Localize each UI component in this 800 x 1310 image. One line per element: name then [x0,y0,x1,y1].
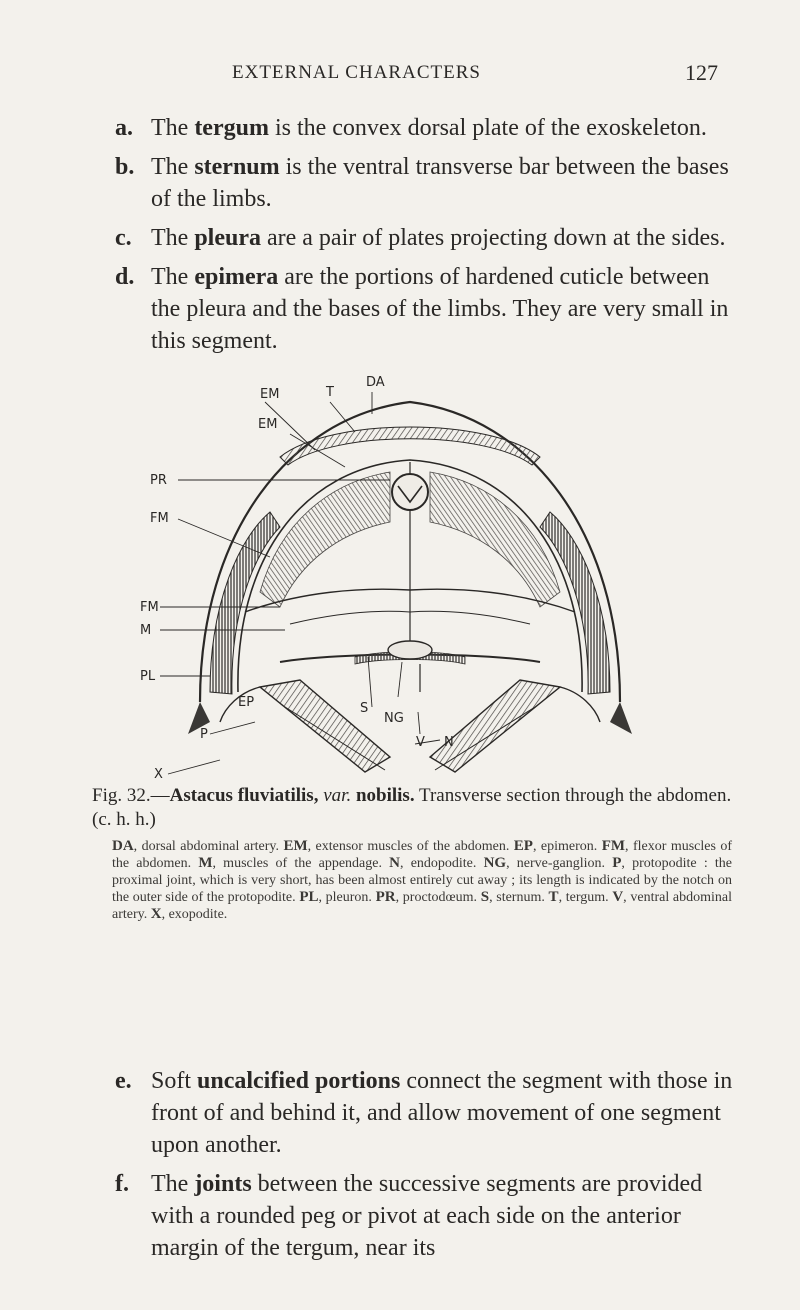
definition-item-d: d. The epimera are the portions of hardened cuticle between the pleura and the bases of the limbs. They are very small in this segment. [115,264,729,354]
label-S: S [360,701,369,716]
caption-variety: nobilis. [355,785,415,806]
label-T: T [326,385,334,400]
label-M: M [140,623,152,638]
figure-legend: DA, dorsal abdominal artery. EM, extensor muscles of the abdomen. EP, epimeron. FM, flexor muscles of the abdomen. M, muscles of the appendage. N, endopodite. NG, nerve-ganglion. P, protopodite : the proximal joint, which is very short, has been almost entirely cut away ; its length is indicated by the notch on the outer side of the protopodite. PL, pleuron. PR, proctodœum. S, sternum. T, tergum. V, ventral abdominal artery. X, exopodite. [112,838,733,922]
term-joints: joints [194,1171,252,1197]
term-pleura: pleura [194,225,261,251]
label-EM: EM [260,387,280,402]
label-NG: NG [384,711,404,726]
definition-list-bottom [115,1065,735,1271]
label-X: X [154,767,163,782]
definition-list-top [115,112,735,364]
running-title: EXTERNAL CHARACTERS [232,62,481,83]
figure-caption [92,784,732,923]
label-EM-2: EM [258,417,278,432]
definition-item-e: e. Soft uncalcified portions connect the segment with those in front of and behind it, and allow movement of one segment upon another. [115,1068,733,1158]
label-N: N [444,735,454,750]
definition-item-c: c. The pleura are a pair of plates projecting down at the sides. [115,225,726,251]
caption-species: Astacus fluviatilis, [169,785,319,806]
definition-item-b: b. The sternum is the ventral transverse bar between the bases of the limbs. [115,154,729,212]
label-EP: EP [238,695,255,710]
label-V: V [416,735,425,750]
term-epimera: epimera [194,264,279,290]
caption-credit: (c. h. h.) [92,809,156,830]
label-PL: PL [140,669,156,684]
term-uncalcified-portions: uncalcified portions [197,1068,401,1094]
definition-item-f: f. The joints between the successive segments are provided with a rounded peg or pivot at each side on the anterior margin of the tergum, near its [115,1171,703,1261]
figure-32 [140,362,680,782]
page-number: 127 [685,60,718,85]
label-DA: DA [366,375,385,390]
crayfish-abdomen-section-illustration [140,362,680,782]
term-sternum: sternum [194,154,280,180]
caption-title: Fig. 32.—Astacus fluviatilis, var. nobilis. Transverse section through the abdomen. (c. h. h.) [92,785,732,830]
label-PR: PR [150,473,167,488]
definition-item-a: a. The tergum is the convex dorsal plate of the exoskeleton. [115,115,707,141]
label-FM-2: FM [140,600,159,615]
label-FM: FM [150,511,169,526]
label-P: P [200,727,208,742]
term-tergum: tergum [194,115,269,141]
